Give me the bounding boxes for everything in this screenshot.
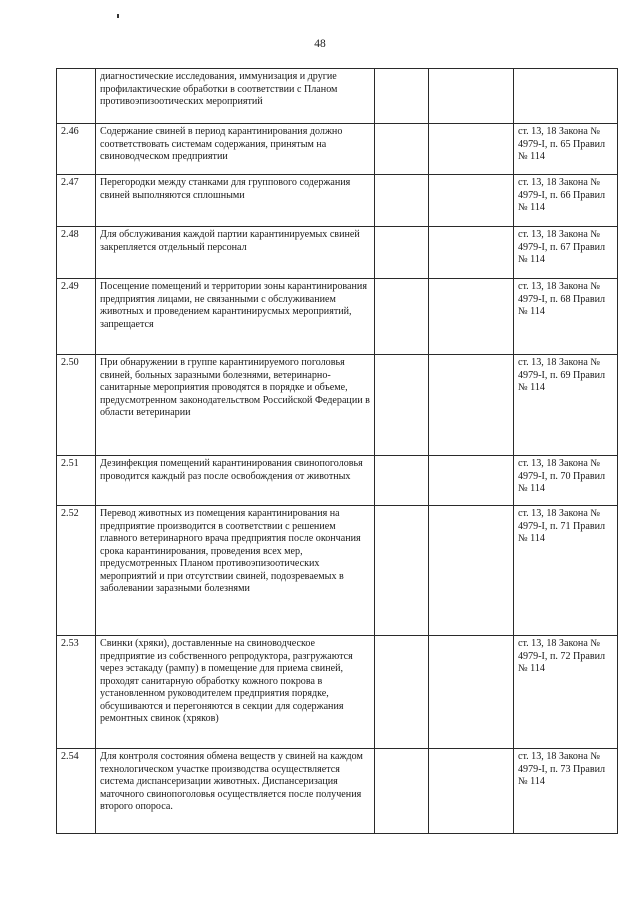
empty-cell (375, 175, 429, 227)
empty-cell (375, 279, 429, 355)
legal-reference: ст. 13, 18 Закона № 4979-I, п. 73 Правил № 114 (514, 749, 618, 834)
empty-cell (429, 124, 514, 175)
legal-reference: ст. 13, 18 Закона № 4979-I, п. 68 Правил № 114 (514, 279, 618, 355)
item-number: 2.46 (57, 124, 96, 175)
legal-reference: ст. 13, 18 Закона № 4979-I, п. 67 Правил № 114 (514, 227, 618, 279)
requirement-text: Перевод животных из помещения карантинирования на предприятие производится в соответствии с решением главного ветеринарного врача предприятия после окончания срока карантинирования, проведения всех мер, предусмотренных Планом противоэпизоотических мероприятий и при отсутствии свиней, подозреваемых в заболевании заразными болезнями (96, 506, 375, 636)
legal-reference: ст. 13, 18 Закона № 4979-I, п. 69 Правил № 114 (514, 355, 618, 456)
requirement-text: Дезинфекция помещений карантинирования свинопоголовья проводится каждый раз после освобождения от животных (96, 456, 375, 506)
table-row (57, 749, 618, 834)
scan-mark (117, 14, 119, 18)
empty-cell (375, 124, 429, 175)
empty-cell (429, 636, 514, 749)
legal-reference: ст. 13, 18 Закона № 4979-I, п. 65 Правил № 114 (514, 124, 618, 175)
empty-cell (429, 456, 514, 506)
item-number: 2.53 (57, 636, 96, 749)
requirement-text: Для обслуживания каждой партии карантинируемых свиней закрепляется отдельный персонал (96, 227, 375, 279)
item-number: 2.50 (57, 355, 96, 456)
table-body (57, 69, 618, 834)
item-number: 2.54 (57, 749, 96, 834)
table-row (57, 355, 618, 456)
empty-cell (429, 506, 514, 636)
empty-cell (375, 69, 429, 124)
requirement-text: Перегородки между станками для группового содержания свиней выполняются сплошными (96, 175, 375, 227)
table-row (57, 69, 618, 124)
legal-reference: ст. 13, 18 Закона № 4979-I, п. 71 Правил № 114 (514, 506, 618, 636)
empty-cell (375, 355, 429, 456)
legal-reference (514, 69, 618, 124)
legal-reference: ст. 13, 18 Закона № 4979-I, п. 70 Правил № 114 (514, 456, 618, 506)
item-number (57, 69, 96, 124)
table-row (57, 456, 618, 506)
requirement-text: Посещение помещений и территории зоны карантинирования предприятия лицами, не связанными с обслуживанием животных и проведением карантинирусмых мероприятий, запрещается (96, 279, 375, 355)
table-row (57, 279, 618, 355)
empty-cell (429, 279, 514, 355)
empty-cell (375, 749, 429, 834)
table-row (57, 506, 618, 636)
requirement-text: Содержание свиней в период карантинирования должно соответствовать системам содержания, принятым на свиноводческом предприятии (96, 124, 375, 175)
item-number: 2.51 (57, 456, 96, 506)
table-row (57, 175, 618, 227)
empty-cell (375, 506, 429, 636)
requirement-text: Свинки (хряки), доставленные на свиноводческое предприятие из собственного репродуктора, разгружаются через эстакаду (рампу) в помещение для приема свиней, проходят санитарную обработку кожного покрова в установленном руководителем предприятия порядке, обсушиваются и перегоняются в секции для содержания ремонтных свинок (хряков) (96, 636, 375, 749)
legal-reference: ст. 13, 18 Закона № 4979-I, п. 66 Правил № 114 (514, 175, 618, 227)
table-row (57, 636, 618, 749)
empty-cell (429, 175, 514, 227)
empty-cell (375, 636, 429, 749)
item-number: 2.48 (57, 227, 96, 279)
item-number: 2.52 (57, 506, 96, 636)
requirement-text: При обнаружении в группе карантинируемого поголовья свиней, больных заразными болезнями, ветеринарно-санитарные мероприятия проводятся в порядке и объеме, предусмотренном законодательством Российской Федерации в области ветеринарии (96, 355, 375, 456)
table-row (57, 227, 618, 279)
item-number: 2.47 (57, 175, 96, 227)
requirement-text: диагностические исследования, иммунизация и другие профилактические обработки в соответствии с Планом противоэпизоотических мероприятий (96, 69, 375, 124)
empty-cell (429, 69, 514, 124)
requirement-text: Для контроля состояния обмена веществ у свиней на каждом технологическом участке производства осуществляется система диспансеризации животных. Диспансеризация маточного свинопоголовья осуществляется после получения второго опороса. (96, 749, 375, 834)
table-row (57, 124, 618, 175)
page-number: 48 (314, 38, 326, 50)
empty-cell (375, 227, 429, 279)
empty-cell (429, 227, 514, 279)
empty-cell (375, 456, 429, 506)
empty-cell (429, 749, 514, 834)
requirements-table (56, 68, 618, 834)
item-number: 2.49 (57, 279, 96, 355)
empty-cell (429, 355, 514, 456)
legal-reference: ст. 13, 18 Закона № 4979-I, п. 72 Правил № 114 (514, 636, 618, 749)
